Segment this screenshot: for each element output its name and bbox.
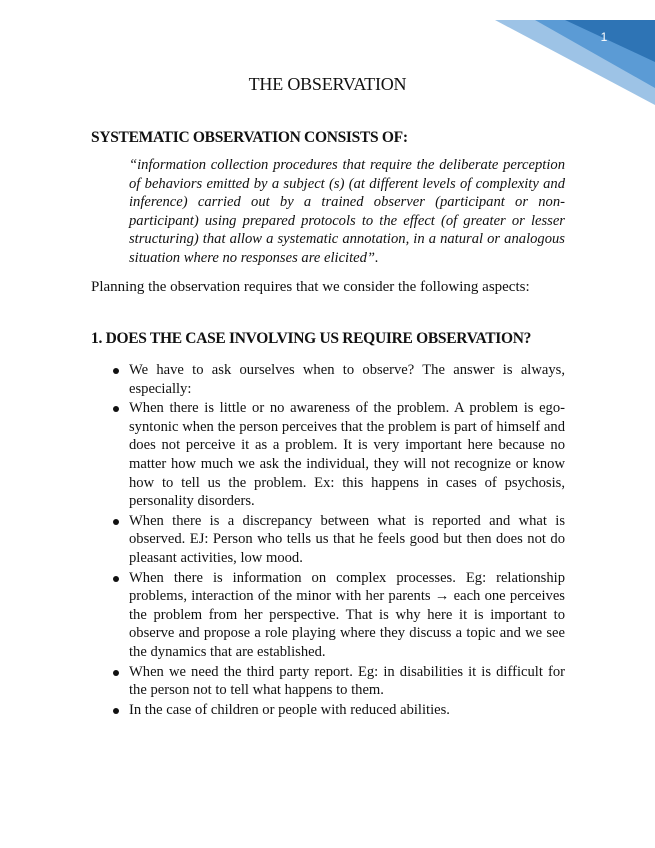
definition-quote: “information collection procedures that require the deliberate perception of behaviors emitted by a subject (s) (at different levels of complexity and inference) carried out by a trained observer (participant or non-participant) using prepared protocols to the effect (of greater or lesser structuring) that allow a systematic annotation, in a natural or analogous situation where no responses are elicited”. bbox=[129, 157, 565, 266]
bullet-icon bbox=[113, 519, 119, 525]
list-item-text: In the case of children or people with reduced abilities. bbox=[129, 701, 450, 718]
intro-paragraph: Planning the observation requires that we consider the following aspects: bbox=[91, 279, 530, 295]
bullet-list bbox=[129, 361, 565, 720]
bullet-icon bbox=[113, 406, 119, 412]
section-heading-systematic-observation: SYSTEMATIC OBSERVATION CONSISTS OF: bbox=[91, 129, 408, 146]
bullet-icon bbox=[113, 368, 119, 374]
list-item bbox=[129, 663, 565, 700]
list-item-text: When there is information on complex processes. Eg: relationship problems, interaction of the minor with her parents → each one perceives the problem from her perspective. That is why here it is important to observe and propose a role playing where they discuss a topic and we see the dynamics that are established. bbox=[129, 569, 565, 660]
section-heading-require-observation: 1. DOES THE CASE INVOLVING US REQUIRE OBSERVATION? bbox=[91, 330, 532, 347]
list-item-text: When there is a discrepancy between what is reported and what is observed. EJ: Person who tells us that he feels good but then does not do pleasant activities, low mood. bbox=[129, 512, 565, 566]
list-item bbox=[129, 701, 565, 720]
list-item bbox=[129, 399, 565, 511]
list-item-text: When we need the third party report. Eg: in disabilities it is difficult for the person not to tell what happens to them. bbox=[129, 663, 565, 699]
bullet-icon bbox=[113, 708, 119, 714]
bullet-icon bbox=[113, 576, 119, 582]
page-number: 1 bbox=[600, 30, 608, 44]
list-item bbox=[129, 512, 565, 568]
list-item bbox=[129, 569, 565, 662]
document-title: THE OBSERVATION bbox=[248, 74, 407, 94]
list-item-text: We have to ask ourselves when to observe? The answer is always, especially: bbox=[129, 362, 565, 397]
list-item-text: When there is little or no awareness of the problem. A problem is ego-syntonic when the person perceives that the problem is part of himself and does not perceive it as a problem. It is very important here because no matter how much we ask the individual, they will not recognize or know how to tell us the problem. Ex: this happens in cases of psychosis, personality disorders. bbox=[129, 400, 565, 510]
bullet-icon bbox=[113, 670, 119, 676]
list-item bbox=[129, 361, 565, 398]
